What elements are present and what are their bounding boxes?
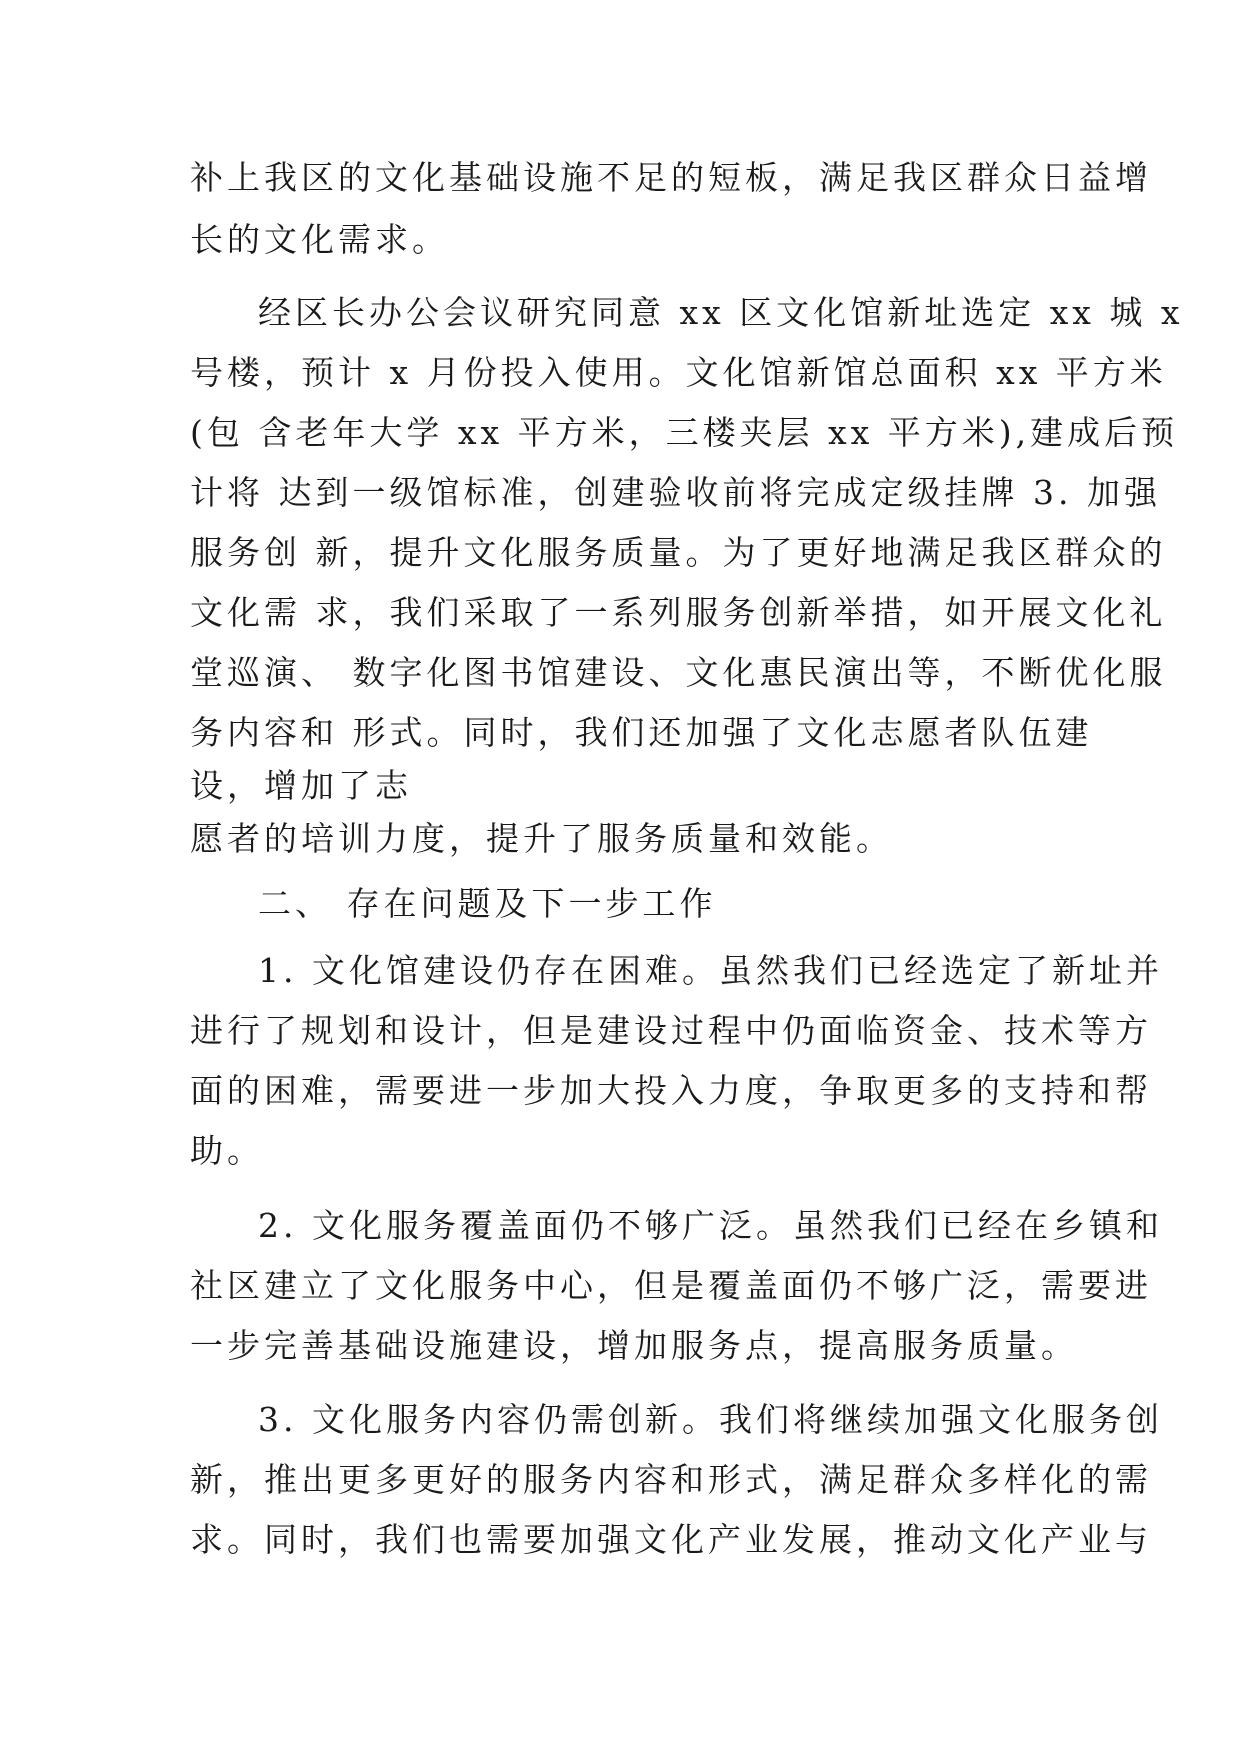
text-line: 堂巡演、 数字化图书馆建设、文化惠民演出等，不断优化服 xyxy=(190,653,1167,692)
text-line: 文化需 求，我们采取了一系列服务创新举措，如开展文化礼 xyxy=(190,593,1167,632)
text-line: 面的困难，需要进一步加大投入力度，争取更多的支持和帮 xyxy=(190,1071,1152,1110)
paragraph-start-line: 2. 文化服务覆盖面仍不够广泛。虽然我们已经在乡镇和 xyxy=(258,1206,1163,1245)
text-line: 设，增加了志 xyxy=(190,766,412,805)
text-line: 一步完善基础设施建设，增加服务点，提高服务质量。 xyxy=(190,1326,1078,1365)
section-heading: 二、 存在问题及下一步工作 xyxy=(258,884,717,923)
paragraph-start-line: 3. 文化服务内容仍需创新。我们将继续加强文化服务创 xyxy=(258,1400,1163,1439)
text-line: (包 含老年大学 xx 平方米，三楼夹层 xx 平方米),建成后预 xyxy=(190,413,1179,452)
text-line: 计将 达到一级馆标准，创建验收前将完成定级挂牌 3. 加强 xyxy=(190,473,1161,512)
text-line: 长的文化需求。 xyxy=(190,220,449,259)
paragraph-start-line: 经区长办公会议研究同意 xx 区文化馆新址选定 xx 城 x xyxy=(258,293,1184,332)
text-line: 号楼，预计 x 月份投入使用。文化馆新馆总面积 xx 平方米 xyxy=(190,353,1167,392)
paragraph-start-line: 1. 文化馆建设仍存在困难。虽然我们已经选定了新址并 xyxy=(258,951,1163,990)
text-line: 社区建立了文化服务中心，但是覆盖面仍不够广泛，需要进 xyxy=(190,1266,1152,1305)
text-line: 愿者的培训力度，提升了服务质量和效能。 xyxy=(190,819,893,858)
text-line: 补上我区的文化基础设施不足的短板，满足我区群众日益增 xyxy=(190,158,1152,197)
text-line: 助。 xyxy=(190,1131,264,1170)
text-line: 进行了规划和设计，但是建设过程中仍面临资金、技术等方 xyxy=(190,1011,1152,1050)
text-line: 求。同时，我们也需要加强文化产业发展，推动文化产业与 xyxy=(190,1520,1152,1559)
text-line: 新，推出更多更好的服务内容和形式，满足群众多样化的需 xyxy=(190,1460,1152,1499)
text-line: 务内容和 形式。同时，我们还加强了文化志愿者队伍建 xyxy=(190,713,1093,752)
text-line: 服务创 新，提升文化服务质量。为了更好地满足我区群众的 xyxy=(190,533,1167,572)
